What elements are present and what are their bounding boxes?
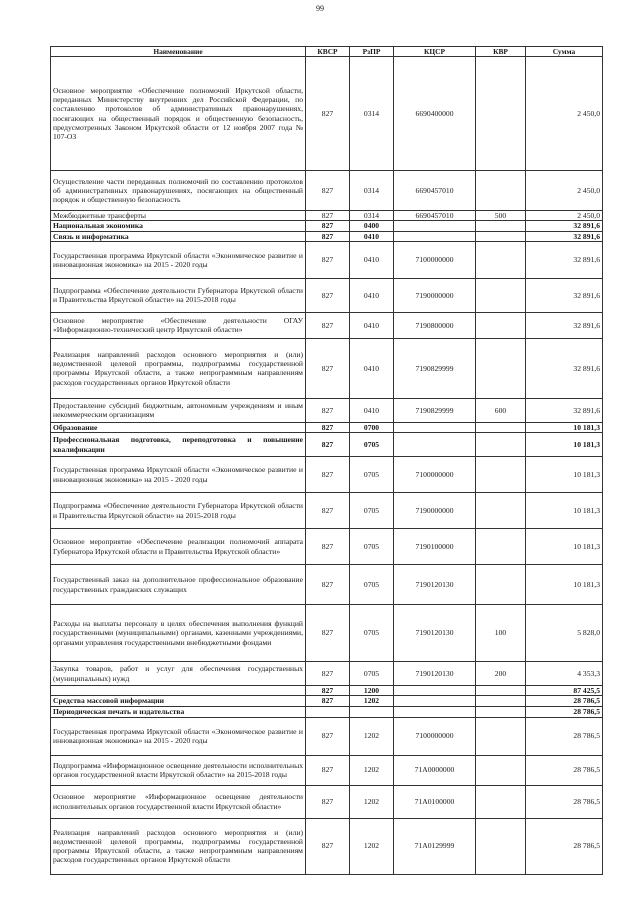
cell-kvsr: 827 xyxy=(306,696,350,706)
cell-name: Средства массовой информации xyxy=(51,696,306,706)
table-row xyxy=(51,818,603,874)
cell-sum: 32 891,6 xyxy=(526,231,603,241)
cell-name: Межбюджетные трансферты xyxy=(51,211,306,221)
table-row xyxy=(51,717,603,755)
cell-kvsr: 827 xyxy=(306,605,350,662)
cell-rzpr: 1202 xyxy=(350,717,394,755)
table-row xyxy=(51,171,603,211)
cell-kvr xyxy=(476,171,526,211)
cell-sum: 28 786,5 xyxy=(526,706,603,717)
cell-name: Профессиональная подготовка, переподготовка и повышение квалификации xyxy=(51,433,306,457)
cell-kcsr: 7190100000 xyxy=(394,529,476,565)
cell-kvsr: 827 xyxy=(306,221,350,231)
cell-kcsr: 7190000000 xyxy=(394,278,476,312)
cell-sum: 28 786,5 xyxy=(526,696,603,706)
cell-kcsr xyxy=(394,706,476,717)
cell-rzpr: 1202 xyxy=(350,818,394,874)
cell-kvr xyxy=(476,686,526,696)
cell-kcsr: 7190829999 xyxy=(394,398,476,422)
cell-kvr: 500 xyxy=(476,211,526,221)
cell-kvsr: 827 xyxy=(306,755,350,785)
cell-sum: 2 450,0 xyxy=(526,211,603,221)
cell-name: Связь и информатика xyxy=(51,231,306,241)
cell-kvsr: 827 xyxy=(306,422,350,432)
cell-rzpr: 0705 xyxy=(350,529,394,565)
column-header-kvr: КВР xyxy=(476,47,526,57)
cell-name: Основное мероприятие «Обеспечение реализации полномочий аппарата Губернатора Иркутской области и Правительства Иркутской области» xyxy=(51,529,306,565)
cell-kvr xyxy=(476,433,526,457)
column-header-kcsr: КЦСР xyxy=(394,47,476,57)
cell-kvr xyxy=(476,706,526,717)
cell-kvr xyxy=(476,231,526,241)
cell-kvr xyxy=(476,312,526,338)
cell-name xyxy=(51,686,306,696)
cell-kcsr: 7100000000 xyxy=(394,717,476,755)
cell-kcsr: 7190000000 xyxy=(394,493,476,529)
cell-rzpr: 0410 xyxy=(350,241,394,278)
cell-kcsr: 6690457010 xyxy=(394,211,476,221)
table-row xyxy=(51,686,603,696)
cell-kvr xyxy=(476,457,526,493)
cell-name: Осуществление части переданных полномочий по составлению протоколов об административных правонарушениях, посягающих на общественный порядок и общественную безопасность xyxy=(51,171,306,211)
cell-sum: 28 786,5 xyxy=(526,818,603,874)
cell-kcsr: 71А0100000 xyxy=(394,785,476,818)
table-body xyxy=(51,57,603,875)
cell-rzpr: 0410 xyxy=(350,278,394,312)
cell-kcsr: 7190120130 xyxy=(394,605,476,662)
cell-kvsr: 827 xyxy=(306,241,350,278)
column-header-kvsr: КВСР xyxy=(306,47,350,57)
table-row xyxy=(51,755,603,785)
cell-rzpr: 0705 xyxy=(350,605,394,662)
cell-kvsr: 827 xyxy=(306,398,350,422)
cell-rzpr xyxy=(350,706,394,717)
table-row xyxy=(51,221,603,231)
cell-name: Государственная программа Иркутской области «Экономическое развитие и инновационная экономика» на 2015 - 2020 годы xyxy=(51,717,306,755)
cell-sum: 28 786,5 xyxy=(526,755,603,785)
cell-kvr xyxy=(476,755,526,785)
cell-kcsr: 7190829999 xyxy=(394,338,476,398)
cell-rzpr: 0410 xyxy=(350,398,394,422)
cell-sum: 10 181,3 xyxy=(526,493,603,529)
table-row xyxy=(51,457,603,493)
table-row xyxy=(51,565,603,605)
cell-sum: 10 181,3 xyxy=(526,565,603,605)
cell-kvr: 100 xyxy=(476,605,526,662)
table-row xyxy=(51,338,603,398)
cell-kvr xyxy=(476,221,526,231)
cell-name: Расходы на выплаты персоналу в целях обеспечения выполнения функций государственными (муниципальными) органами, казенными учреждениями, органами управления государственными внебюджетными фондами xyxy=(51,605,306,662)
cell-kvsr: 827 xyxy=(306,433,350,457)
cell-kcsr: 71А0129999 xyxy=(394,818,476,874)
cell-rzpr: 0314 xyxy=(350,171,394,211)
table-row xyxy=(51,422,603,432)
cell-kvsr: 827 xyxy=(306,565,350,605)
cell-rzpr: 1202 xyxy=(350,696,394,706)
cell-sum: 10 181,3 xyxy=(526,529,603,565)
cell-rzpr: 0410 xyxy=(350,338,394,398)
cell-rzpr: 0410 xyxy=(350,231,394,241)
cell-sum: 28 786,5 xyxy=(526,785,603,818)
table-header-row xyxy=(51,47,603,57)
cell-kvsr xyxy=(306,706,350,717)
cell-name: Подпрограмма «Обеспечение деятельности Губернатора Иркутской области и Правительства Иркутской области» на 2015-2018 годы xyxy=(51,278,306,312)
cell-rzpr: 0705 xyxy=(350,433,394,457)
cell-sum: 87 425,5 xyxy=(526,686,603,696)
cell-name: Реализация направлений расходов основного мероприятия и (или) ведомственной целевой программы, подпрограммы государственной программы Иркутской области, а также непрограммным направлениям расходов государственных органов Иркутской области xyxy=(51,338,306,398)
cell-kcsr: 7190120130 xyxy=(394,662,476,686)
cell-sum: 32 891,6 xyxy=(526,338,603,398)
cell-name: Подпрограмма «Информационное освещение деятельности исполнительных органов государственной власти Иркутской области» на 2015-2018 годы xyxy=(51,755,306,785)
cell-sum: 2 450,0 xyxy=(526,57,603,171)
column-header-rzpr: РзПР xyxy=(350,47,394,57)
cell-kvsr: 827 xyxy=(306,171,350,211)
cell-rzpr: 1202 xyxy=(350,755,394,785)
table-row xyxy=(51,57,603,171)
cell-rzpr: 0705 xyxy=(350,565,394,605)
table-row xyxy=(51,278,603,312)
cell-kcsr: 6690400000 xyxy=(394,57,476,171)
cell-name: Предоставление субсидий бюджетным, автономным учреждениям и иным некоммерческим организациям xyxy=(51,398,306,422)
cell-name: Основное мероприятие «Обеспечение полномочий Иркутской области, переданных Министерству внутренних дел Российской Федерации, по составлению протоколов об административных правонарушениях, посягающих на общественный порядок и общественную безопасность, предусмотренных Законом Иркутской области от 12 ноября 2007 года № 107-ОЗ xyxy=(51,57,306,171)
cell-kvr xyxy=(476,717,526,755)
cell-kcsr: 7100000000 xyxy=(394,241,476,278)
cell-kvsr: 827 xyxy=(306,211,350,221)
table-row xyxy=(51,605,603,662)
table-row xyxy=(51,241,603,278)
cell-kvsr: 827 xyxy=(306,717,350,755)
cell-kvr xyxy=(476,529,526,565)
cell-kvr xyxy=(476,785,526,818)
cell-kvsr: 827 xyxy=(306,312,350,338)
cell-kcsr xyxy=(394,433,476,457)
cell-name: Основное мероприятие «Обеспечение деятельности ОГАУ «Информационно-технический центр Иркутской области» xyxy=(51,312,306,338)
cell-name: Государственная программа Иркутской области «Экономическое развитие и инновационная экономика» на 2015 - 2020 годы xyxy=(51,241,306,278)
table-row xyxy=(51,312,603,338)
page-number: 99 xyxy=(316,4,324,13)
cell-kvr xyxy=(476,278,526,312)
cell-rzpr: 1200 xyxy=(350,686,394,696)
table-row xyxy=(51,529,603,565)
cell-kcsr xyxy=(394,231,476,241)
cell-sum: 2 450,0 xyxy=(526,171,603,211)
budget-table xyxy=(50,46,603,875)
cell-name: Государственный заказ на дополнительное профессиональное образование государственных гражданских служащих xyxy=(51,565,306,605)
cell-rzpr: 0705 xyxy=(350,457,394,493)
cell-name: Реализация направлений расходов основного мероприятия и (или) ведомственной целевой программы, подпрограммы государственной программы Иркутской области, а также непрограммным направлениям расходов государственных органов Иркутской области xyxy=(51,818,306,874)
cell-kvr: 600 xyxy=(476,398,526,422)
table-row xyxy=(51,696,603,706)
cell-rzpr: 0400 xyxy=(350,221,394,231)
cell-kcsr xyxy=(394,686,476,696)
cell-kcsr: 6690457010 xyxy=(394,171,476,211)
cell-sum: 32 891,6 xyxy=(526,312,603,338)
cell-kvsr: 827 xyxy=(306,818,350,874)
cell-kvr: 200 xyxy=(476,662,526,686)
cell-kvsr: 827 xyxy=(306,338,350,398)
cell-name: Образование xyxy=(51,422,306,432)
cell-kcsr: 7190800000 xyxy=(394,312,476,338)
cell-sum: 28 786,5 xyxy=(526,717,603,755)
table-row xyxy=(51,662,603,686)
cell-name: Основное мероприятие «Информационное освещение деятельности исполнительных органов государственной власти Иркутской области» xyxy=(51,785,306,818)
cell-kcsr: 7190120130 xyxy=(394,565,476,605)
cell-rzpr: 1202 xyxy=(350,785,394,818)
table-row xyxy=(51,493,603,529)
cell-kvr xyxy=(476,57,526,171)
cell-kvr xyxy=(476,338,526,398)
cell-name: Закупка товаров, работ и услуг для обеспечения государственных (муниципальных) нужд xyxy=(51,662,306,686)
cell-kcsr xyxy=(394,696,476,706)
cell-sum: 10 181,3 xyxy=(526,433,603,457)
cell-kcsr: 7100000000 xyxy=(394,457,476,493)
table-row xyxy=(51,433,603,457)
table-row xyxy=(51,785,603,818)
cell-rzpr: 0700 xyxy=(350,422,394,432)
table-row xyxy=(51,398,603,422)
column-header-sum: Сумма xyxy=(526,47,603,57)
cell-kvsr: 827 xyxy=(306,493,350,529)
cell-kvsr: 827 xyxy=(306,231,350,241)
cell-kvr xyxy=(476,565,526,605)
cell-name: Периодическая печать и издательства xyxy=(51,706,306,717)
cell-rzpr: 0705 xyxy=(350,662,394,686)
cell-kcsr xyxy=(394,221,476,231)
cell-kvsr: 827 xyxy=(306,686,350,696)
cell-kcsr xyxy=(394,422,476,432)
cell-sum: 32 891,6 xyxy=(526,278,603,312)
cell-kvsr: 827 xyxy=(306,785,350,818)
cell-sum: 4 353,3 xyxy=(526,662,603,686)
cell-kvr xyxy=(476,818,526,874)
cell-kvr xyxy=(476,422,526,432)
cell-name: Национальная экономика xyxy=(51,221,306,231)
cell-kvsr: 827 xyxy=(306,57,350,171)
cell-kcsr: 71А0000000 xyxy=(394,755,476,785)
table-row xyxy=(51,231,603,241)
table-row xyxy=(51,706,603,717)
cell-rzpr: 0314 xyxy=(350,211,394,221)
cell-kvr xyxy=(476,241,526,278)
cell-kvr xyxy=(476,493,526,529)
cell-sum: 32 891,6 xyxy=(526,241,603,278)
cell-sum: 10 181,3 xyxy=(526,457,603,493)
cell-sum: 32 891,6 xyxy=(526,398,603,422)
cell-kvsr: 827 xyxy=(306,278,350,312)
cell-name: Подпрограмма «Обеспечение деятельности Губернатора Иркутской области и Правительства Иркутской области» на 2015-2018 годы xyxy=(51,493,306,529)
cell-sum: 32 891,6 xyxy=(526,221,603,231)
cell-sum: 10 181,3 xyxy=(526,422,603,432)
cell-kvr xyxy=(476,696,526,706)
cell-kvsr: 827 xyxy=(306,662,350,686)
cell-name: Государственная программа Иркутской области «Экономическое развитие и инновационная экономика» на 2015 - 2020 годы xyxy=(51,457,306,493)
table-row xyxy=(51,211,603,221)
cell-kvsr: 827 xyxy=(306,529,350,565)
cell-rzpr: 0410 xyxy=(350,312,394,338)
cell-kvsr: 827 xyxy=(306,457,350,493)
cell-rzpr: 0314 xyxy=(350,57,394,171)
column-header-name: Наименование xyxy=(51,47,306,57)
cell-rzpr: 0705 xyxy=(350,493,394,529)
cell-sum: 5 828,0 xyxy=(526,605,603,662)
